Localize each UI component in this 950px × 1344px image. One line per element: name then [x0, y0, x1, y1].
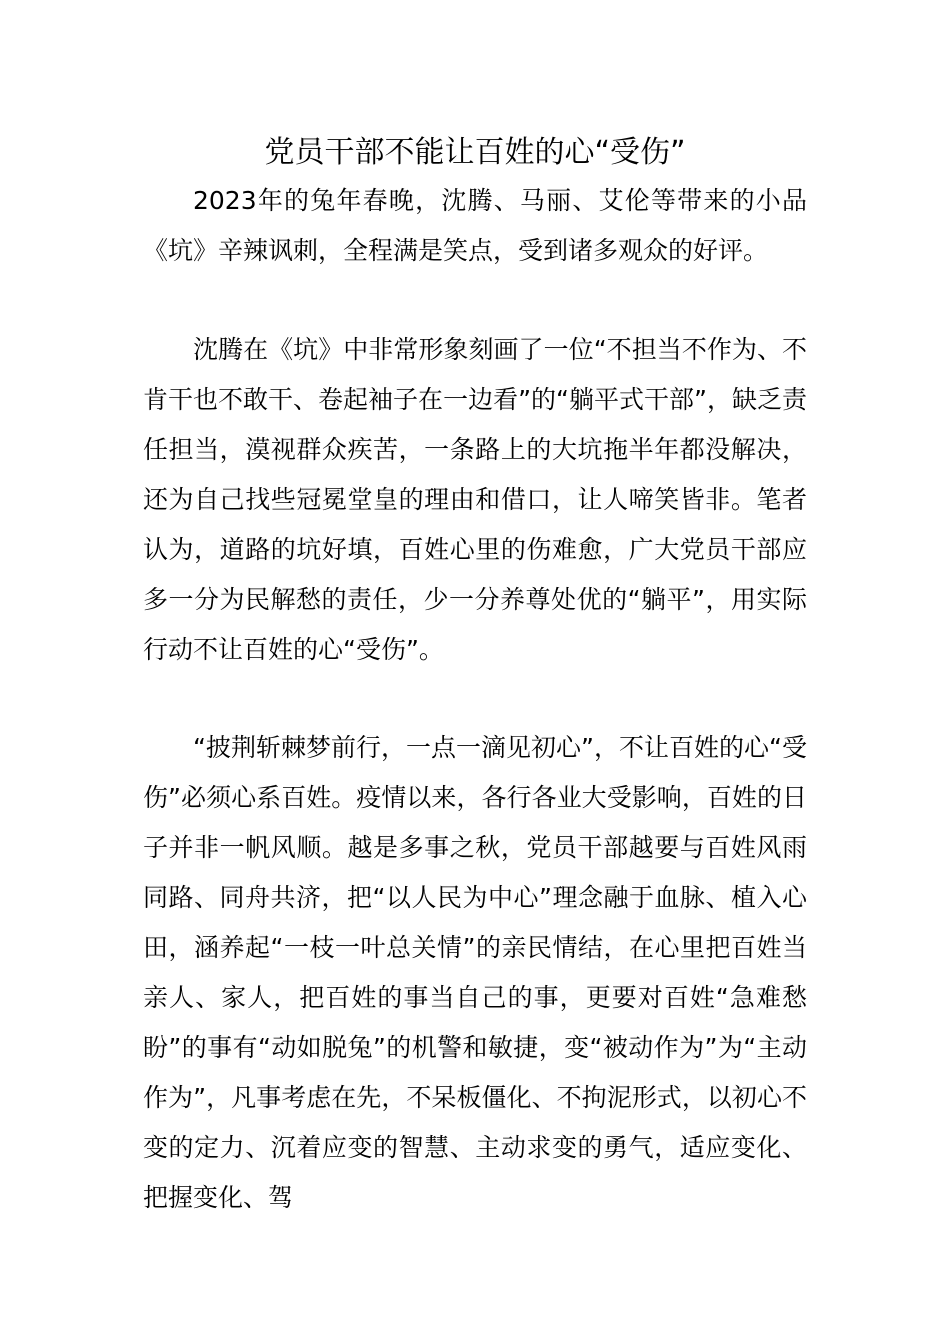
paragraph-1: 2023年的兔年春晚，沈腾、马丽、艾伦等带来的小品《坑》辛辣讽刺，全程满是笑点，受到诸多观众的好评。: [143, 186, 807, 265]
paragraph-2: 沈腾在《坑》中非常形象刻画了一位“不担当不作为、不肯干也不敢干、卷起袖子在一边看”的“躺平式干部”，缺乏责任担当，漠视群众疾苦，一条路上的大坑拖半年都没解决，还为自己找些冠冕堂皇的理由和借口，让人啼笑皆非。笔者认为，道路的坑好填，百姓心里的伤难愈，广大党员干部应多一分为民解愁的责任，少一分养尊处优的“躺平”，用实际行动不让百姓的心“受伤”。: [143, 335, 807, 664]
document-title: 党员干部不能让百姓的心“受伤”: [264, 135, 686, 170]
paragraph-3: “披荆斩棘梦前行，一点一滴见初心”，不让百姓的心“受伤”必须心系百姓。疫情以来，各行各业大受影响，百姓的日子并非一帆风顺。越是多事之秋，党员干部越要与百姓风雨同路、同舟共济，把“以人民为中心”理念融于血脉、植入心田，涵养起“一枝一叶总关情”的亲民情结，在心里把百姓当亲人、家人，把百姓的事当自己的事，更要对百姓“急难愁盼”的事有“动如脱兔”的机警和敏捷，变“被动作为”为“主动作为”，凡事考虑在先，不呆板僵化、不拘泥形式，以初心不变的定力、沉着应变的智慧、主动求变的勇气，适应变化、把握变化、驾: [143, 733, 807, 1212]
